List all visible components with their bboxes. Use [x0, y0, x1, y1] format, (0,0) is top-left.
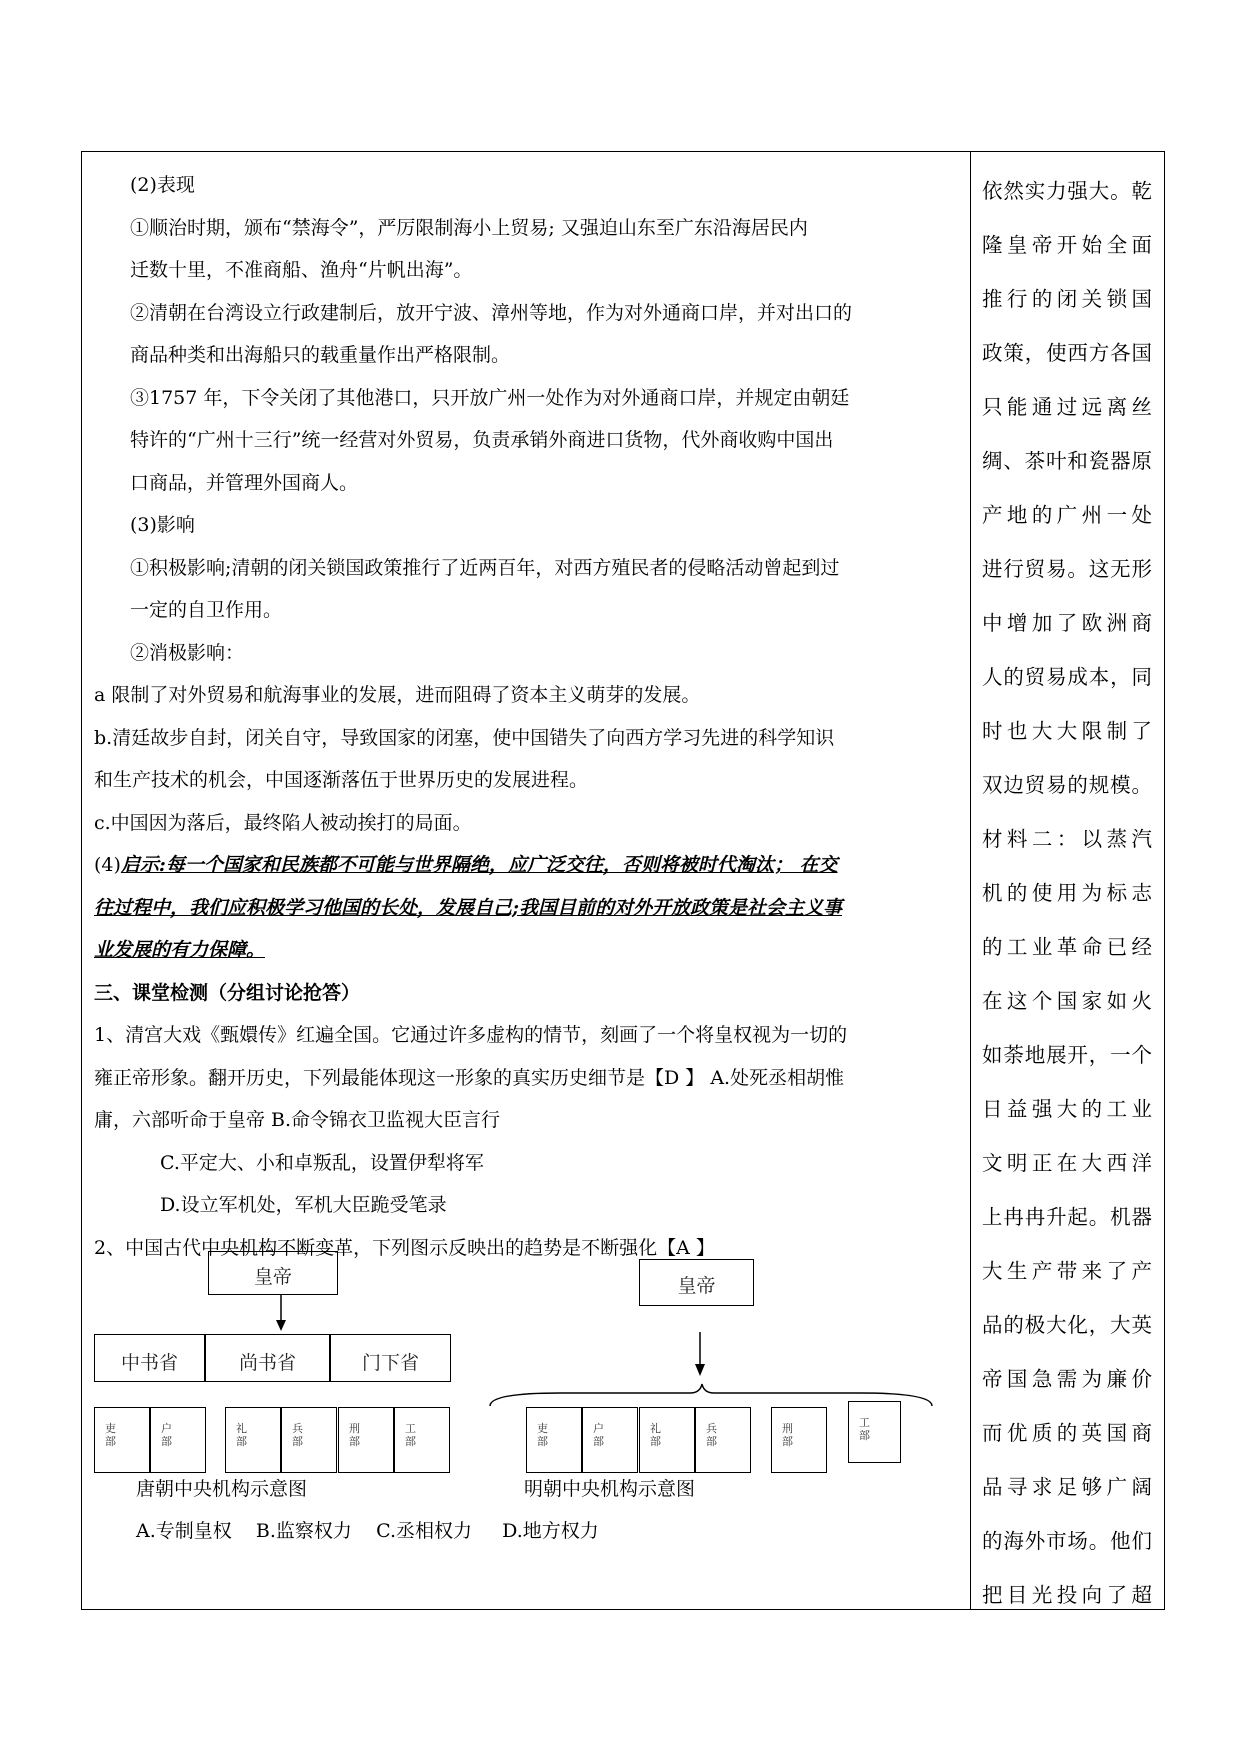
tang-ministry-label: 工部 — [405, 1422, 416, 1448]
ming-emperor-box — [639, 1259, 754, 1306]
side-line: 品寻求足够广阔 — [982, 1475, 1152, 1499]
text-line: a 限制了对外贸易和航海事业的发展，进而阻碍了资本主义萌芽的发展。 — [94, 684, 701, 706]
tang-ministry-label: 兵部 — [292, 1422, 303, 1448]
side-line: 文明正在大西洋 — [982, 1151, 1152, 1175]
side-line: 人的贸易成本，同 — [982, 665, 1152, 689]
question-line: 雍正帝形象。翻开历史，下列最能体现这一形象的真实历史细节是【D 】 A.处死丞相胡惟 — [94, 1066, 845, 1089]
text-line: (2)表现 — [130, 174, 195, 196]
question-line: 1、清宫大戏《甄嬛传》红遍全国。它通过许多虚构的情节，刻画了一个将皇权视为一切的 — [94, 1024, 848, 1046]
tang-ministry-box — [150, 1407, 206, 1473]
side-line: 政策，使西方各国 — [982, 341, 1152, 365]
side-line: 时也大大限制了 — [982, 719, 1152, 743]
side-line: 而优质的英国商 — [982, 1421, 1152, 1445]
ming-ministry-label: 户部 — [593, 1422, 604, 1448]
insight-text: 业发展的有力保障。 — [94, 939, 266, 961]
tang-office-label: 尚书省 — [238, 1352, 296, 1374]
ming-ministry-box — [771, 1407, 827, 1473]
tang-ministry-label: 刑部 — [349, 1422, 360, 1448]
side-line: 的工业革命已经 — [982, 935, 1152, 959]
side-line: 材料二：以蒸汽 — [982, 827, 1152, 851]
ming-ministry-label: 礼部 — [650, 1422, 661, 1448]
side-line: 进行贸易。这无形 — [982, 557, 1152, 581]
insight-text: 往过程中，我们应积极学习他国的长处，发展自己;我国目前的对外开放政策是社会主义事 — [94, 896, 843, 919]
side-line: 依然实力强大。乾 — [982, 179, 1152, 203]
side-line: 机的使用为标志 — [982, 881, 1152, 905]
insight-text: 启示:每一个国家和民族都不可能与世界隔绝，应广泛交往，否则将被时代淘汰； 在交 — [120, 854, 838, 876]
text-line: ①积极影响;清朝的闭关锁国政策推行了近两百年，对西方殖民者的侵略活动曾起到过 — [130, 556, 840, 579]
question-line: 2、中国古代中央机构不断变革，下列图示反映出的趋势是不断强化【A 】 — [94, 1236, 715, 1259]
tang-ministry-box — [225, 1407, 281, 1473]
question-option: D.设立军机处，军机大臣跪受笔录 — [160, 1194, 447, 1216]
text-line: ③1757 年，下令关闭了其他港口，只开放广州一处作为对外通商口岸，并规定由朝廷 — [130, 386, 850, 409]
text-line: 商品种类和出海船只的载重量作出严格限制。 — [130, 344, 511, 366]
tang-ministry-box — [394, 1407, 450, 1473]
side-line: 品的极大化，大英 — [982, 1313, 1152, 1337]
tang-ministry-box — [281, 1407, 337, 1473]
side-line: 绸、茶叶和瓷器原 — [982, 449, 1152, 473]
side-line: 只能通过远离丝 — [982, 395, 1152, 419]
tang-ministry-label: 吏部 — [105, 1422, 116, 1448]
side-line: 双边贸易的规模。 — [982, 773, 1152, 797]
ming-arrow-icon — [695, 1364, 705, 1376]
text-line: 口商品，并管理外国商人。 — [130, 471, 359, 494]
ming-ministry-label: 工部 — [859, 1416, 870, 1442]
text-line: b.清廷故步自封，闭关自守，导致国家的闭塞，使中国错失了向西方学习先进的科学知识 — [94, 726, 835, 749]
tang-ministry-label: 户部 — [161, 1422, 172, 1448]
tang-ministry-box — [338, 1407, 394, 1473]
ming-ministry-box — [639, 1407, 695, 1473]
side-line: 上冉冉升起。机器 — [982, 1205, 1152, 1229]
ming-ministry-box — [582, 1407, 638, 1473]
text-line: c.中国因为落后，最终陷人被动挨打的局面。 — [94, 811, 472, 834]
ming-ministry-label: 刑部 — [782, 1422, 793, 1448]
tang-caption: 唐朝中央机构示意图 — [136, 1478, 308, 1500]
text-line: 和生产技术的机会，中国逐渐落伍于世界历史的发展进程。 — [94, 769, 589, 791]
ming-ministry-label: 兵部 — [706, 1422, 717, 1448]
text-line: (3)影响 — [130, 514, 195, 536]
ming-ministry-box — [526, 1407, 582, 1473]
text-line: 迁数十里，不准商船、渔舟“片帆出海”。 — [130, 259, 473, 281]
tang-ministry-box — [94, 1407, 150, 1473]
side-line: 在这个国家如火 — [982, 989, 1152, 1013]
side-line: 如荼地展开，一个 — [982, 1043, 1152, 1067]
tang-office-box — [205, 1334, 330, 1382]
tang-office-box — [330, 1334, 451, 1382]
ming-ministry-box — [848, 1401, 901, 1463]
tang-office-label: 中书省 — [120, 1352, 178, 1374]
text-line: 一定的自卫作用。 — [130, 599, 283, 621]
tang-emperor-label: 皇帝 — [253, 1266, 292, 1288]
text-line: ②清朝在台湾设立行政建制后，放开宁波、漳州等地，作为对外通商口岸，并对出口的 — [130, 301, 853, 324]
ming-caption: 明朝中央机构示意图 — [524, 1478, 696, 1500]
text-line: ②消极影响： — [130, 641, 245, 664]
ming-ministry-box — [695, 1407, 751, 1473]
side-line: 推行的闭关锁国 — [982, 287, 1152, 311]
tang-office-label: 门下省 — [361, 1352, 419, 1374]
q2-options: A.专制皇权 B.监察权力 C.丞相权力 D.地方权力 — [136, 1520, 599, 1542]
side-line: 隆皇帝开始全面 — [982, 233, 1152, 257]
tang-ministry-label: 礼部 — [236, 1422, 247, 1448]
side-line: 帝国急需为廉价 — [982, 1367, 1152, 1391]
tang-office-box — [94, 1334, 205, 1382]
side-line: 中增加了欧洲商 — [982, 611, 1152, 635]
ming-ministry-label: 吏部 — [537, 1422, 548, 1448]
side-line: 产地的广州一处 — [982, 503, 1152, 527]
tang-arrow-icon — [276, 1320, 286, 1331]
text-line: 特许的“广州十三行”统一经营对外贸易，负责承销外商进口货物，代外商收购中国出 — [130, 429, 834, 451]
text-line: ①顺治时期，颁布“禁海令”，严厉限制海小上贸易; 又强迫山东至广东沿海居民内 — [130, 216, 808, 239]
question-line: 庸，六部听命于皇帝 B.命令锦衣卫监视大臣言行 — [94, 1109, 501, 1131]
question-option: C.平定大、小和卓叛乱，设置伊犁将军 — [160, 1151, 484, 1174]
side-line: 把目光投向了超 — [982, 1583, 1152, 1607]
ming-emperor-label: 皇帝 — [677, 1275, 716, 1297]
section-title: 三、课堂检测（分组讨论抢答） — [94, 981, 361, 1004]
insight-prefix: (4) — [94, 854, 121, 876]
side-line: 的海外市场。他们 — [982, 1529, 1152, 1553]
side-line: 大生产带来了产 — [982, 1259, 1152, 1283]
side-line: 日益强大的工业 — [982, 1097, 1152, 1121]
